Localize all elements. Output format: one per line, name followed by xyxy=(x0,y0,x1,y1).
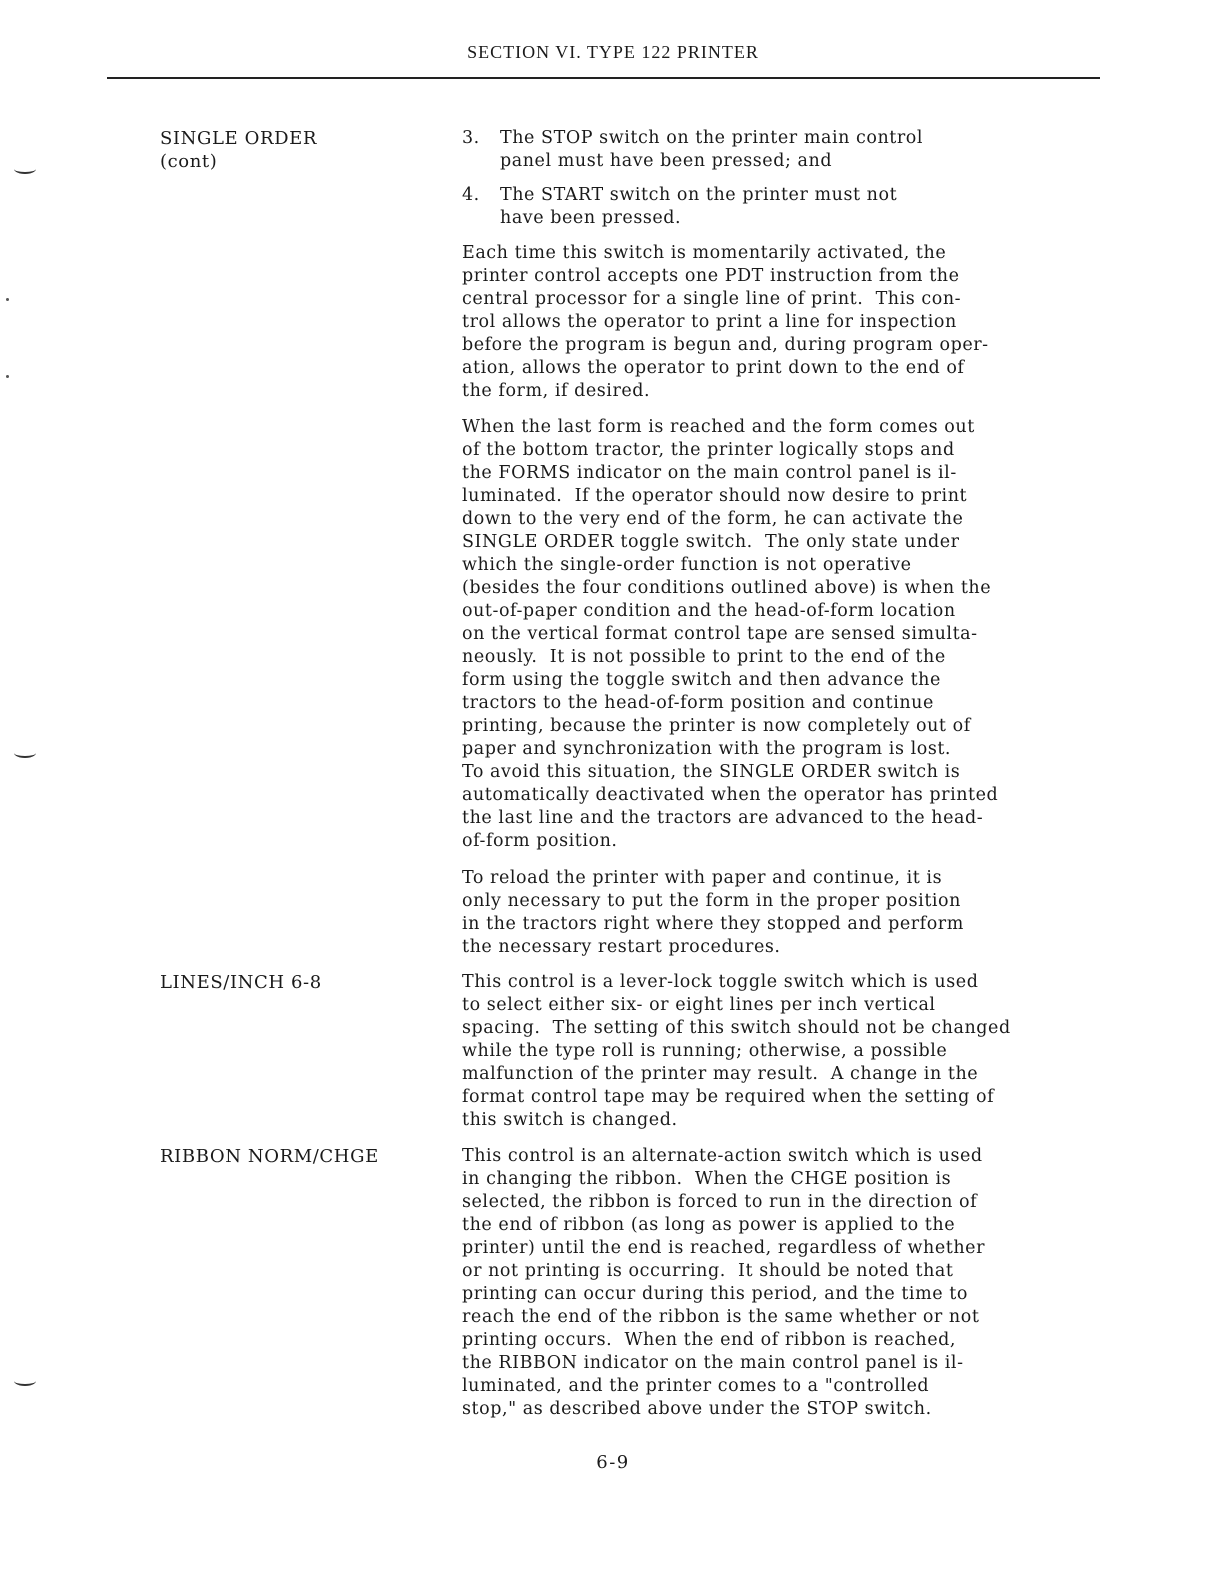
text-line: tractors to the head-of-form position and continue xyxy=(462,693,934,713)
header-rule xyxy=(107,77,1100,79)
text-line: printer) until the end is reached, regardless of whether xyxy=(462,1238,985,1258)
text-line: out-of-paper condition and the head-of-form location xyxy=(462,601,956,621)
text-line: while the type roll is running; otherwise, a possible xyxy=(462,1041,948,1061)
binding-mark xyxy=(14,748,36,758)
text-line: printing, because the printer is now completely out of xyxy=(462,716,971,736)
paragraph-single-order-2 xyxy=(462,416,1062,853)
text-line: The STOP switch on the printer main control xyxy=(500,128,924,148)
text-line: When the last form is reached and the form comes out xyxy=(462,417,975,437)
text-line: the necessary restart procedures. xyxy=(462,937,781,957)
text-line: reach the end of the ribbon is the same whether or not xyxy=(462,1307,980,1327)
text-line: of-form position. xyxy=(462,831,618,851)
heading-lines-inch: LINES/INCH 6-8 xyxy=(160,972,322,993)
text-line: spacing. The setting of this switch should not be changed xyxy=(462,1018,1011,1038)
text-line: printer control accepts one PDT instruction from the xyxy=(462,266,960,286)
text-line: To reload the printer with paper and continue, it is xyxy=(462,868,943,888)
text-line: the FORMS indicator on the main control panel is il- xyxy=(462,463,957,483)
text-line: To avoid this situation, the SINGLE ORDER switch is xyxy=(462,762,961,782)
text-line: ation, allows the operator to print down to the end of xyxy=(462,358,965,378)
text-line: this switch is changed. xyxy=(462,1110,678,1130)
text-line: the form, if desired. xyxy=(462,381,651,401)
page-number: 6-9 xyxy=(596,1452,630,1473)
text-line: the RIBBON indicator on the main control panel is il- xyxy=(462,1353,964,1373)
text-line: the end of ribbon (as long as power is applied to the xyxy=(462,1215,956,1235)
text-line: malfunction of the printer may result. A change in the xyxy=(462,1064,979,1084)
text-line: before the program is begun and, during program oper- xyxy=(462,335,989,355)
text-line: in the tractors right where they stopped and perform xyxy=(462,914,964,934)
paragraph-single-order-3 xyxy=(462,867,1062,959)
text-line: SINGLE ORDER toggle switch. The only state under xyxy=(462,532,960,552)
text-line: down to the very end of the form, he can activate the xyxy=(462,509,964,529)
text-line: form using the toggle switch and then advance the xyxy=(462,670,941,690)
text-line: central processor for a single line of print. This con- xyxy=(462,289,962,309)
text-line: automatically deactivated when the operator has printed xyxy=(462,785,999,805)
binding-mark xyxy=(14,164,36,174)
list-item-number: 3. xyxy=(462,128,480,148)
list-item-number: 4. xyxy=(462,185,480,205)
list-item-3 xyxy=(462,127,1062,173)
text-line: trol allows the operator to print a line for inspection xyxy=(462,312,957,332)
text-line: printing occurs. When the end of ribbon is reached, xyxy=(462,1330,957,1350)
text-line: luminated. If the operator should now desire to print xyxy=(462,486,968,506)
text-line: the last line and the tractors are advanced to the head- xyxy=(462,808,984,828)
text-line: only necessary to put the form in the proper position xyxy=(462,891,961,911)
text-line: neously. It is not possible to print to the end of the xyxy=(462,647,946,667)
text-line: format control tape may be required when the setting of xyxy=(462,1087,995,1107)
text-line: Each time this switch is momentarily activated, the xyxy=(462,243,947,263)
heading-ribbon: RIBBON NORM/CHGE xyxy=(160,1146,379,1167)
text-line: The START switch on the printer must not xyxy=(500,185,898,205)
text-line: This control is an alternate-action switch which is used xyxy=(462,1146,983,1166)
heading-single-order-cont: (cont) xyxy=(160,151,218,172)
text-line: luminated, and the printer comes to a "controlled xyxy=(462,1376,930,1396)
text-line: This control is a lever-lock toggle switch which is used xyxy=(462,972,979,992)
binding-mark xyxy=(6,298,9,301)
paragraph-ribbon xyxy=(462,1145,1062,1421)
text-line: panel must have been pressed; and xyxy=(500,151,833,171)
text-line: paper and synchronization with the program is lost. xyxy=(462,739,952,759)
heading-single-order-label: SINGLE ORDER xyxy=(160,128,318,149)
text-line: (besides the four conditions outlined above) is when the xyxy=(462,578,992,598)
text-line: printing can occur during this period, and the time to xyxy=(462,1284,968,1304)
text-line: in changing the ribbon. When the CHGE position is xyxy=(462,1169,952,1189)
text-line: of the bottom tractor, the printer logically stops and xyxy=(462,440,955,460)
binding-mark xyxy=(14,1376,36,1386)
text-line: to select either six- or eight lines per inch vertical xyxy=(462,995,936,1015)
text-line: selected, the ribbon is forced to run in the direction of xyxy=(462,1192,978,1212)
text-line: stop," as described above under the STOP switch. xyxy=(462,1399,932,1419)
heading-single-order xyxy=(160,127,440,173)
paragraph-lines-inch xyxy=(462,971,1062,1132)
paragraph-single-order-1 xyxy=(462,242,1062,403)
text-line: have been pressed. xyxy=(500,208,682,228)
text-line: on the vertical format control tape are sensed simulta- xyxy=(462,624,978,644)
page-header: SECTION VI. TYPE 122 PRINTER xyxy=(467,42,759,62)
text-line: or not printing is occurring. It should be noted that xyxy=(462,1261,954,1281)
binding-mark xyxy=(6,375,9,378)
text-line: which the single-order function is not operative xyxy=(462,555,912,575)
list-item-4 xyxy=(462,184,1062,230)
